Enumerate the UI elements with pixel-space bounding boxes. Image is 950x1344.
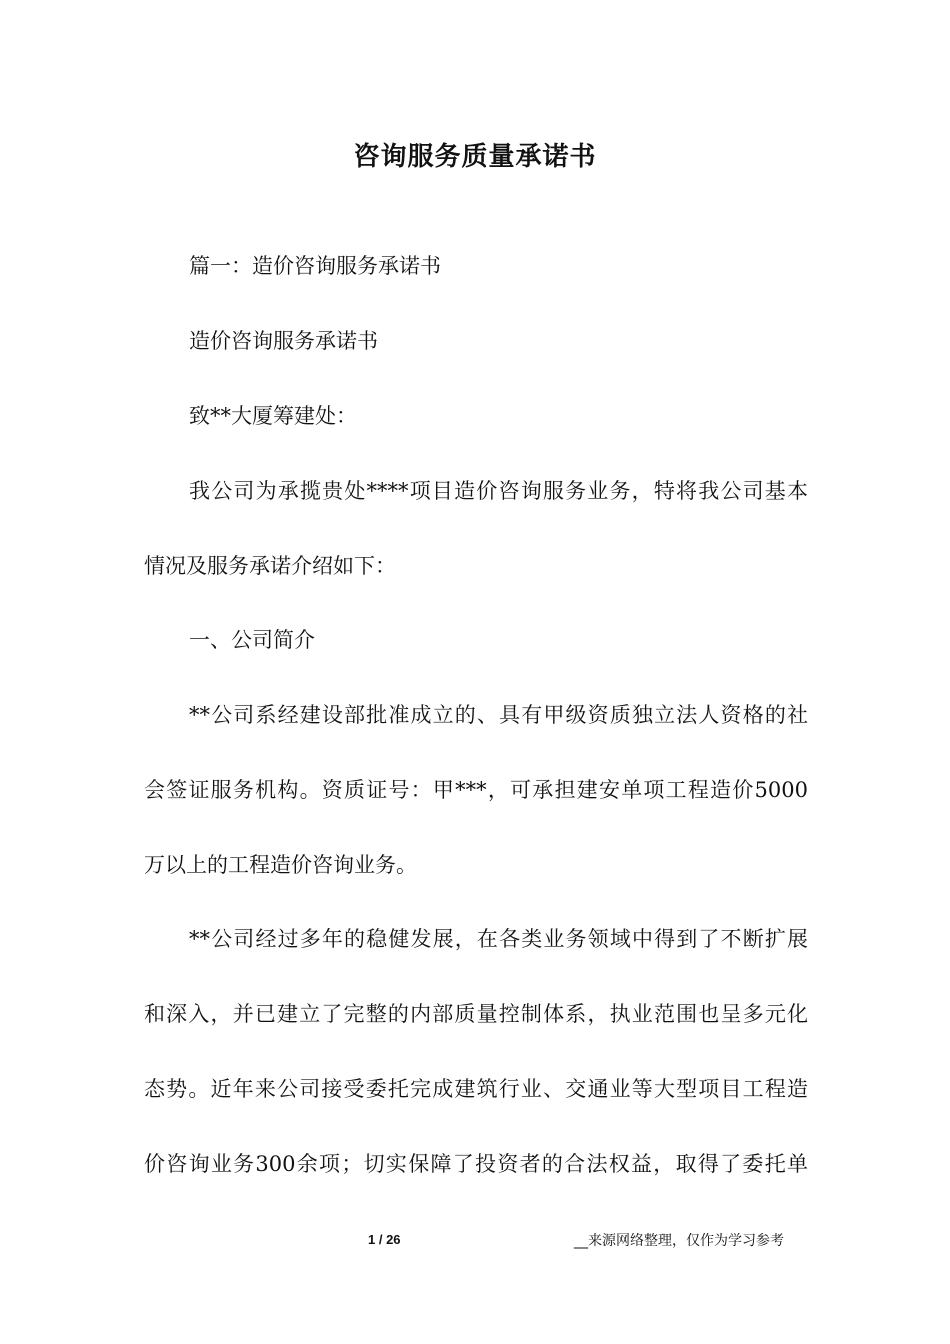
paragraph-line: 致**大厦筹建处： [189,404,357,428]
paragraph-line: 篇一：造价咨询服务承诺书 [189,254,441,278]
paragraph-line: 万以上的工程造价咨询业务。 [144,853,417,877]
document-title: 咨询服务质量承诺书 [353,142,597,172]
paragraph-line: **公司系经建设部批准成立的、具有甲级资质独立法人资格的社 [189,703,808,727]
paragraph-line: 价咨询业务300余项；切实保障了投资者的合法权益，取得了委托单 [144,1152,808,1176]
paragraph-line: 会签证服务机构。资质证号：甲***，可承担建安单项工程造价5000 [144,778,808,802]
footer-note: __来源网络整理，仅作为学习参考 [574,1233,784,1249]
paragraph-line: 我公司为承揽贵处****项目造价咨询服务业务，特将我公司基本 [189,479,808,503]
paragraph-line: 情况及服务承诺介绍如下： [144,554,396,578]
paragraph-line: 态势。近年来公司接受委托完成建筑行业、交通业等大型项目工程造 [144,1077,808,1101]
paragraph-line: 造价咨询服务承诺书 [189,329,378,353]
section-heading: 一、公司简介 [189,628,315,652]
paragraph-line: 和深入，并已建立了完整的内部质量控制体系，执业范围也呈多元化 [144,1002,808,1026]
paragraph-line: **公司经过多年的稳健发展，在各类业务领域中得到了不断扩展 [189,927,808,951]
page-number: 1 / 26 [368,1232,401,1247]
